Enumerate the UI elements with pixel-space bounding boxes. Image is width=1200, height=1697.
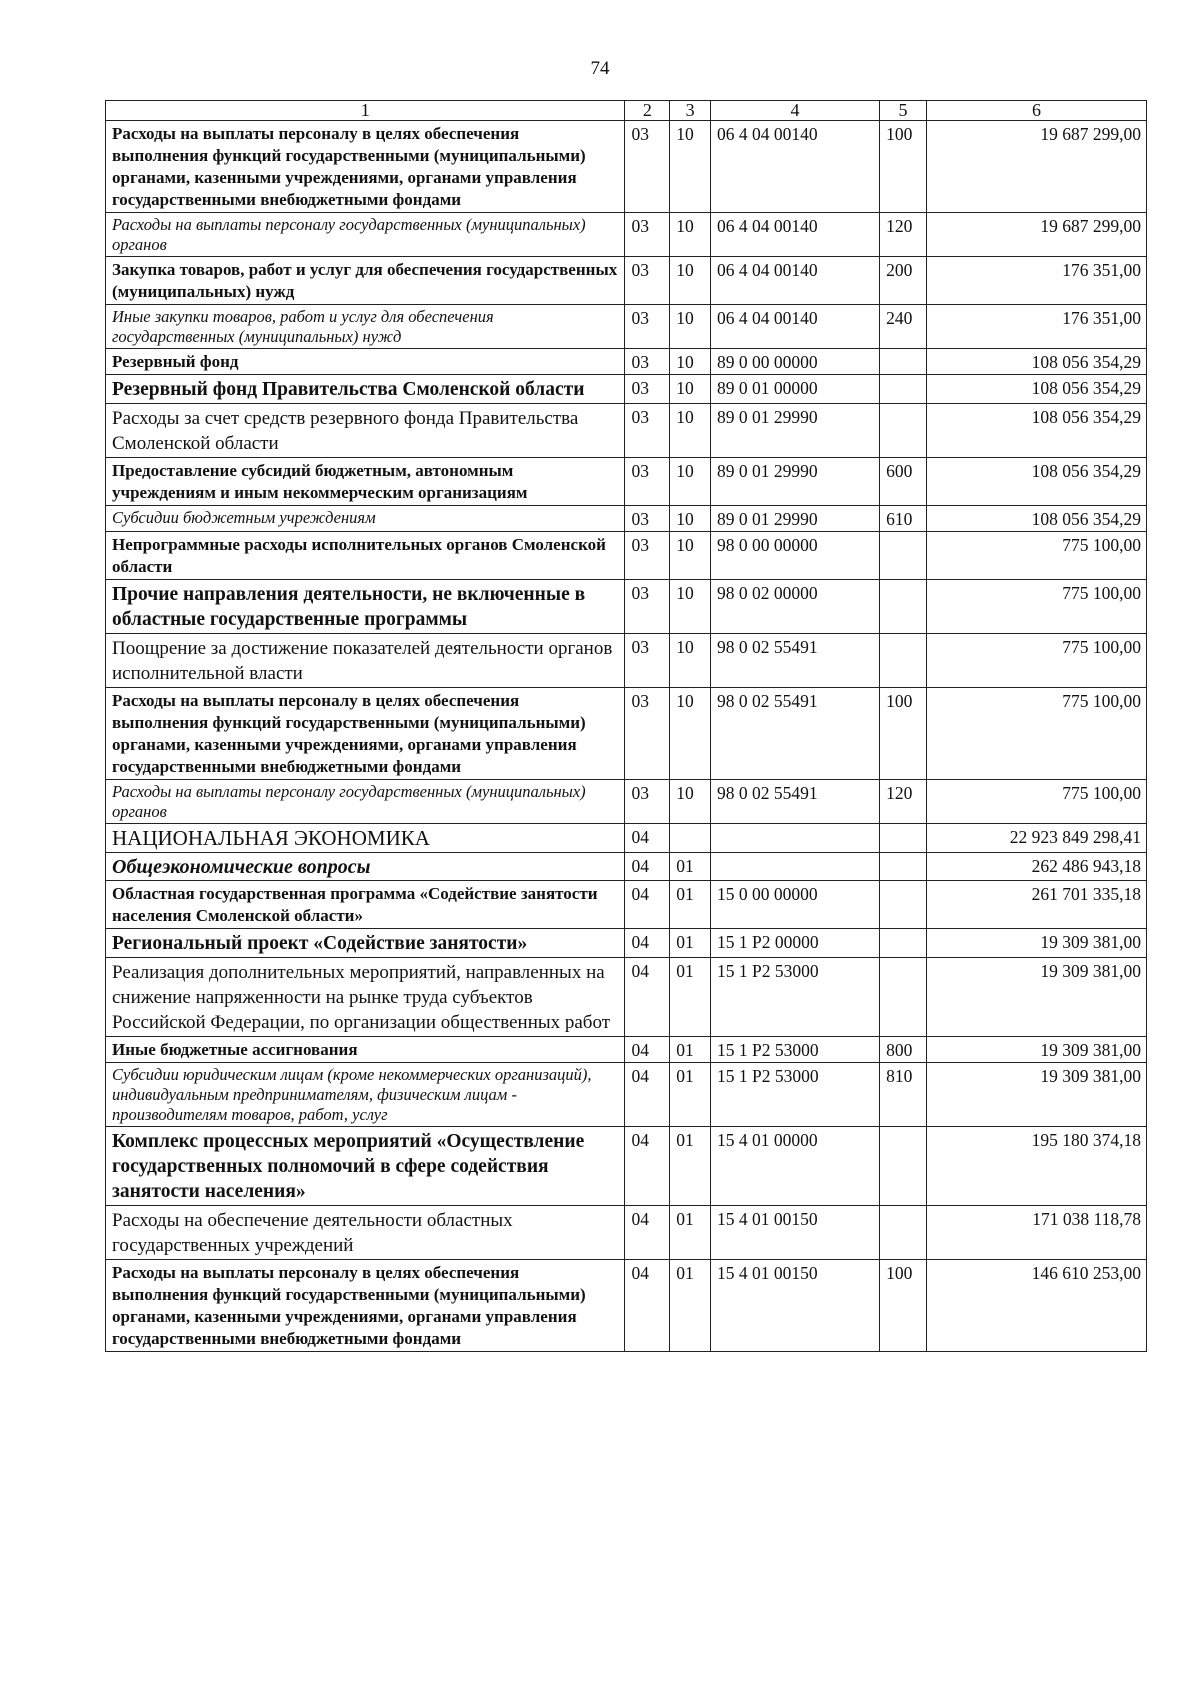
row-section-cell: 03 xyxy=(625,506,670,532)
header-col-4: 4 xyxy=(711,101,880,121)
row-expense-type-cell xyxy=(880,824,927,853)
table-row xyxy=(106,958,1147,1037)
row-name-cell: Непрограммные расходы исполнительных органов Смоленской области xyxy=(106,532,625,580)
row-target-code-cell: 06 4 04 00140 xyxy=(711,257,880,305)
row-amount-cell: 19 309 381,00 xyxy=(926,929,1146,958)
row-name-cell: Областная государственная программа «Содействие занятости населения Смоленской области» xyxy=(106,881,625,929)
row-subsection-cell: 01 xyxy=(670,958,711,1037)
row-name-cell: Субсидии бюджетным учреждениям xyxy=(106,506,625,532)
table-row xyxy=(106,780,1147,824)
row-expense-type-cell xyxy=(880,375,927,404)
row-name-cell: Иные закупки товаров, работ и услуг для обеспечения государственных (муниципальных) нужд xyxy=(106,305,625,349)
row-name-cell: Закупка товаров, работ и услуг для обеспечения государственных (муниципальных) нужд xyxy=(106,257,625,305)
row-section-cell: 03 xyxy=(625,349,670,375)
row-name-cell: Реализация дополнительных мероприятий, направленных на снижение напряженности на рынке труда субъектов Российской Федерации, по организации общественных работ xyxy=(106,958,625,1037)
table-row xyxy=(106,349,1147,375)
row-section-cell: 03 xyxy=(625,375,670,404)
row-amount-cell: 108 056 354,29 xyxy=(926,404,1146,458)
row-amount-cell: 146 610 253,00 xyxy=(926,1260,1146,1352)
row-subsection-cell: 01 xyxy=(670,1063,711,1127)
row-section-cell: 03 xyxy=(625,305,670,349)
row-subsection-cell: 01 xyxy=(670,853,711,881)
row-expense-type-cell xyxy=(880,532,927,580)
row-expense-type-cell xyxy=(880,929,927,958)
header-col-5: 5 xyxy=(880,101,927,121)
row-section-cell: 04 xyxy=(625,1127,670,1206)
row-expense-type-cell: 600 xyxy=(880,458,927,506)
table-row xyxy=(106,121,1147,213)
row-subsection-cell: 10 xyxy=(670,404,711,458)
row-expense-type-cell xyxy=(880,404,927,458)
row-section-cell: 04 xyxy=(625,929,670,958)
row-expense-type-cell xyxy=(880,881,927,929)
table-row xyxy=(106,1037,1147,1063)
row-section-cell: 03 xyxy=(625,532,670,580)
row-amount-cell: 262 486 943,18 xyxy=(926,853,1146,881)
row-expense-type-cell: 100 xyxy=(880,1260,927,1352)
row-expense-type-cell xyxy=(880,853,927,881)
row-section-cell: 03 xyxy=(625,780,670,824)
row-amount-cell: 22 923 849 298,41 xyxy=(926,824,1146,853)
table-row xyxy=(106,404,1147,458)
row-target-code-cell: 15 4 01 00150 xyxy=(711,1260,880,1352)
header-row xyxy=(106,101,1147,121)
row-subsection-cell: 10 xyxy=(670,213,711,257)
row-section-cell: 03 xyxy=(625,213,670,257)
row-target-code-cell: 15 1 Р2 53000 xyxy=(711,1037,880,1063)
table-row xyxy=(106,375,1147,404)
table-row xyxy=(106,580,1147,634)
row-target-code-cell: 98 0 02 55491 xyxy=(711,634,880,688)
row-subsection-cell: 10 xyxy=(670,580,711,634)
header-col-1: 1 xyxy=(106,101,625,121)
row-subsection-cell: 10 xyxy=(670,634,711,688)
row-subsection-cell: 10 xyxy=(670,506,711,532)
row-expense-type-cell: 120 xyxy=(880,780,927,824)
row-section-cell: 03 xyxy=(625,688,670,780)
row-section-cell: 03 xyxy=(625,404,670,458)
row-target-code-cell: 89 0 00 00000 xyxy=(711,349,880,375)
row-subsection-cell: 01 xyxy=(670,1127,711,1206)
row-target-code-cell: 89 0 01 29990 xyxy=(711,458,880,506)
row-amount-cell: 775 100,00 xyxy=(926,580,1146,634)
row-section-cell: 04 xyxy=(625,881,670,929)
row-subsection-cell: 01 xyxy=(670,1037,711,1063)
row-subsection-cell: 10 xyxy=(670,257,711,305)
row-subsection-cell: 01 xyxy=(670,1260,711,1352)
row-target-code-cell: 98 0 02 55491 xyxy=(711,688,880,780)
row-expense-type-cell xyxy=(880,958,927,1037)
row-expense-type-cell: 810 xyxy=(880,1063,927,1127)
row-name-cell: Иные бюджетные ассигнования xyxy=(106,1037,625,1063)
row-section-cell: 03 xyxy=(625,458,670,506)
row-amount-cell: 19 687 299,00 xyxy=(926,213,1146,257)
table-row xyxy=(106,305,1147,349)
row-expense-type-cell xyxy=(880,634,927,688)
row-expense-type-cell xyxy=(880,580,927,634)
row-target-code-cell: 15 1 Р2 00000 xyxy=(711,929,880,958)
row-section-cell: 04 xyxy=(625,853,670,881)
table-row xyxy=(106,824,1147,853)
row-name-cell: Расходы на выплаты персоналу государственных (муниципальных) органов xyxy=(106,780,625,824)
row-subsection-cell: 10 xyxy=(670,375,711,404)
row-target-code-cell: 15 0 00 00000 xyxy=(711,881,880,929)
table-row xyxy=(106,1127,1147,1206)
table-row xyxy=(106,853,1147,881)
row-expense-type-cell: 610 xyxy=(880,506,927,532)
row-amount-cell: 108 056 354,29 xyxy=(926,458,1146,506)
row-section-cell: 04 xyxy=(625,1037,670,1063)
row-amount-cell: 775 100,00 xyxy=(926,532,1146,580)
row-subsection-cell: 10 xyxy=(670,305,711,349)
row-subsection-cell xyxy=(670,824,711,853)
row-name-cell: Расходы на выплаты персоналу в целях обеспечения выполнения функций государственными (муниципальными) органами, казенными учреждениями, органами управления государственными внебюджетными фондами xyxy=(106,688,625,780)
row-target-code-cell: 06 4 04 00140 xyxy=(711,121,880,213)
row-section-cell: 04 xyxy=(625,1260,670,1352)
row-expense-type-cell: 120 xyxy=(880,213,927,257)
row-section-cell: 03 xyxy=(625,257,670,305)
table-row xyxy=(106,1206,1147,1260)
row-subsection-cell: 01 xyxy=(670,1206,711,1260)
table-row xyxy=(106,929,1147,958)
row-subsection-cell: 01 xyxy=(670,929,711,958)
row-name-cell: Прочие направления деятельности, не включенные в областные государственные программы xyxy=(106,580,625,634)
row-target-code-cell xyxy=(711,853,880,881)
row-amount-cell: 171 038 118,78 xyxy=(926,1206,1146,1260)
table-body xyxy=(106,121,1147,1352)
row-name-cell: Расходы на выплаты персоналу государственных (муниципальных) органов xyxy=(106,213,625,257)
row-section-cell: 04 xyxy=(625,958,670,1037)
row-target-code-cell: 15 4 01 00000 xyxy=(711,1127,880,1206)
table-row xyxy=(106,213,1147,257)
row-amount-cell: 775 100,00 xyxy=(926,688,1146,780)
table-row xyxy=(106,1260,1147,1352)
row-amount-cell: 775 100,00 xyxy=(926,780,1146,824)
row-target-code-cell: 15 1 Р2 53000 xyxy=(711,1063,880,1127)
row-amount-cell: 176 351,00 xyxy=(926,305,1146,349)
row-name-cell: НАЦИОНАЛЬНАЯ ЭКОНОМИКА xyxy=(106,824,625,853)
row-name-cell: Резервный фонд Правительства Смоленской области xyxy=(106,375,625,404)
table-row xyxy=(106,506,1147,532)
header-col-3: 3 xyxy=(670,101,711,121)
row-expense-type-cell xyxy=(880,349,927,375)
header-col-6: 6 xyxy=(926,101,1146,121)
row-target-code-cell: 06 4 04 00140 xyxy=(711,305,880,349)
row-amount-cell: 261 701 335,18 xyxy=(926,881,1146,929)
budget-table xyxy=(105,100,1147,1352)
row-amount-cell: 108 056 354,29 xyxy=(926,375,1146,404)
row-section-cell: 03 xyxy=(625,580,670,634)
row-expense-type-cell: 800 xyxy=(880,1037,927,1063)
table-row xyxy=(106,881,1147,929)
table-row xyxy=(106,688,1147,780)
row-amount-cell: 19 309 381,00 xyxy=(926,958,1146,1037)
row-name-cell: Поощрение за достижение показателей деятельности органов исполнительной власти xyxy=(106,634,625,688)
row-target-code-cell: 98 0 02 55491 xyxy=(711,780,880,824)
row-subsection-cell: 10 xyxy=(670,532,711,580)
table-row xyxy=(106,634,1147,688)
row-amount-cell: 775 100,00 xyxy=(926,634,1146,688)
row-subsection-cell: 01 xyxy=(670,881,711,929)
row-name-cell: Предоставление субсидий бюджетным, автономным учреждениям и иным некоммерческим организациям xyxy=(106,458,625,506)
table-row xyxy=(106,458,1147,506)
row-name-cell: Региональный проект «Содействие занятости» xyxy=(106,929,625,958)
row-target-code-cell: 89 0 01 29990 xyxy=(711,506,880,532)
row-name-cell: Расходы на выплаты персоналу в целях обеспечения выполнения функций государственными (муниципальными) органами, казенными учреждениями, органами управления государственными внебюджетными фондами xyxy=(106,1260,625,1352)
row-section-cell: 03 xyxy=(625,121,670,213)
row-section-cell: 03 xyxy=(625,634,670,688)
row-name-cell: Расходы на обеспечение деятельности областных государственных учреждений xyxy=(106,1206,625,1260)
row-name-cell: Резервный фонд xyxy=(106,349,625,375)
row-expense-type-cell xyxy=(880,1206,927,1260)
row-subsection-cell: 10 xyxy=(670,688,711,780)
row-target-code-cell: 98 0 00 00000 xyxy=(711,532,880,580)
row-target-code-cell: 89 0 01 00000 xyxy=(711,375,880,404)
page-number: 74 xyxy=(590,58,610,79)
row-amount-cell: 19 309 381,00 xyxy=(926,1037,1146,1063)
row-subsection-cell: 10 xyxy=(670,458,711,506)
row-subsection-cell: 10 xyxy=(670,121,711,213)
row-section-cell: 04 xyxy=(625,1063,670,1127)
row-target-code-cell: 06 4 04 00140 xyxy=(711,213,880,257)
row-target-code-cell xyxy=(711,824,880,853)
row-amount-cell: 19 309 381,00 xyxy=(926,1063,1146,1127)
row-section-cell: 04 xyxy=(625,1206,670,1260)
row-expense-type-cell: 100 xyxy=(880,688,927,780)
row-name-cell: Комплекс процессных мероприятий «Осуществление государственных полномочий в сфере содействия занятости населения» xyxy=(106,1127,625,1206)
row-section-cell: 04 xyxy=(625,824,670,853)
row-amount-cell: 176 351,00 xyxy=(926,257,1146,305)
row-target-code-cell: 98 0 02 00000 xyxy=(711,580,880,634)
row-name-cell: Расходы на выплаты персоналу в целях обеспечения выполнения функций государственными (муниципальными) органами, казенными учреждениями, органами управления государственными внебюджетными фондами xyxy=(106,121,625,213)
row-expense-type-cell: 100 xyxy=(880,121,927,213)
table-row xyxy=(106,532,1147,580)
row-name-cell: Общеэкономические вопросы xyxy=(106,853,625,881)
header-col-2: 2 xyxy=(625,101,670,121)
row-target-code-cell: 89 0 01 29990 xyxy=(711,404,880,458)
table-row xyxy=(106,1063,1147,1127)
row-amount-cell: 195 180 374,18 xyxy=(926,1127,1146,1206)
row-target-code-cell: 15 4 01 00150 xyxy=(711,1206,880,1260)
row-amount-cell: 108 056 354,29 xyxy=(926,506,1146,532)
row-name-cell: Расходы за счет средств резервного фонда Правительства Смоленской области xyxy=(106,404,625,458)
table-row xyxy=(106,257,1147,305)
row-expense-type-cell xyxy=(880,1127,927,1206)
row-expense-type-cell: 200 xyxy=(880,257,927,305)
row-subsection-cell: 10 xyxy=(670,780,711,824)
row-name-cell: Субсидии юридическим лицам (кроме некоммерческих организаций), индивидуальным предпринимателям, физическим лицам - производителям товаров, работ, услуг xyxy=(106,1063,625,1127)
row-amount-cell: 108 056 354,29 xyxy=(926,349,1146,375)
row-expense-type-cell: 240 xyxy=(880,305,927,349)
row-amount-cell: 19 687 299,00 xyxy=(926,121,1146,213)
row-target-code-cell: 15 1 Р2 53000 xyxy=(711,958,880,1037)
row-subsection-cell: 10 xyxy=(670,349,711,375)
